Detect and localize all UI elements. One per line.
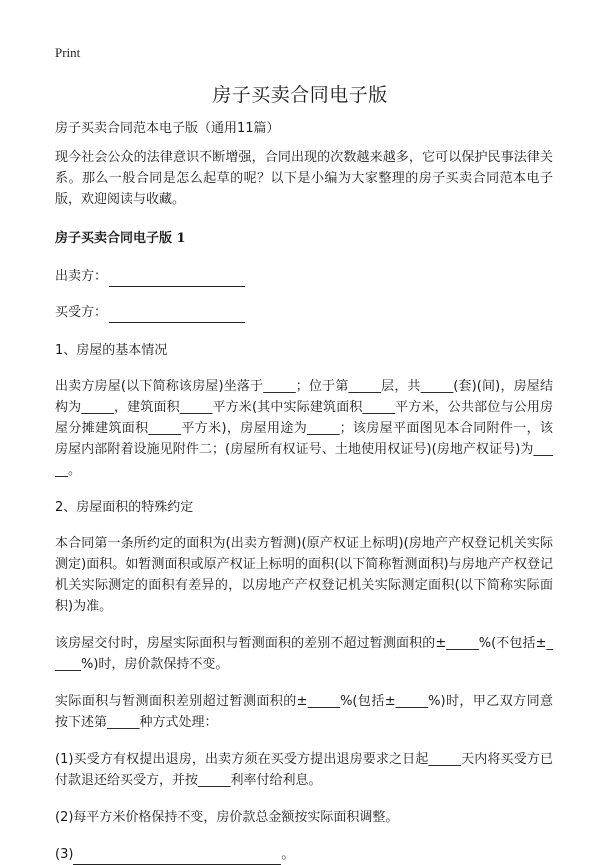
document-body <box>55 118 553 865</box>
print-link[interactable]: Print <box>55 45 81 60</box>
seller-field <box>55 266 553 287</box>
section-2-paragraph-2: 该房屋交付时，房屋实际面积与暂测面积的差别不超过暂测面积的±_____%(不包括±_____%)时，房价款保持不变。 <box>55 636 553 672</box>
section-heading: 房子买卖合同电子版 1 <box>55 231 186 246</box>
document-subtitle: 房子买卖合同范本电子版（通用11篇） <box>55 121 280 136</box>
option-3-suffix: 。 <box>281 847 295 862</box>
section-1-title: 1、房屋的基本情况 <box>55 343 168 358</box>
option-3 <box>55 844 553 865</box>
option-3-prefix: (3) <box>55 847 74 862</box>
section-2-title: 2、房屋面积的特殊约定 <box>55 500 194 515</box>
page-title: 房子买卖合同电子版 <box>212 84 388 106</box>
section-2-paragraph-1: 本合同第一条所约定的面积为(出卖方暂测)(原产权证上标明)(房地产产权登记机关实际测定)面积。如暂测面积或原产权证上标明的面积(以下简称暂测面积)与房地产产权登记机关实际测定的面积有差异的，以房地产产权登记机关实际测定面积(以下简称实际面积)为准。 <box>55 536 553 614</box>
option-2: (2)每平方米价格保持不变，房价款总金额按实际面积调整。 <box>55 810 399 825</box>
intro-paragraph: 现今社会公众的法律意识不断增强，合同出现的次数越来越多，它可以保护民事法律关系。那么一般合同是怎么起草的呢？以下是小编为大家整理的房子买卖合同范本电子版，欢迎阅读与收藏。 <box>55 150 553 207</box>
buyer-label: 买受方： <box>55 305 108 320</box>
buyer-field <box>55 302 553 323</box>
buyer-blank-line <box>109 306 245 323</box>
seller-label: 出卖方： <box>55 269 108 284</box>
section-2-paragraph-3: 实际面积与暂测面积差别超过暂测面积的±_____%(包括±_____%)时，甲乙双方同意按下述第_____种方式处理： <box>55 694 553 730</box>
option-1: (1)买受方有权提出退房，出卖方须在买受方提出退房要求之日起_____天内将买受方已付款退还给买受方，并按_____利率付给利息。 <box>55 752 553 788</box>
seller-blank-line <box>109 270 245 287</box>
option-3-blank-line <box>73 848 281 865</box>
section-1-body: 出卖方房屋(以下简称该房屋)坐落于_____；位于第_____层，共_____(套)(间)，房屋结构为_____，建筑面积_____平方米(其中实际建筑面积_____平方米，公共部位与公用房屋分摊建筑面积_____平方米)，房屋用途为_____；该房屋平面图见本合同附件一，该房屋内部附着设施见附件二；(房屋所有权证号、土地使用权证号)(房地产权证号)为_____。 <box>55 379 553 478</box>
